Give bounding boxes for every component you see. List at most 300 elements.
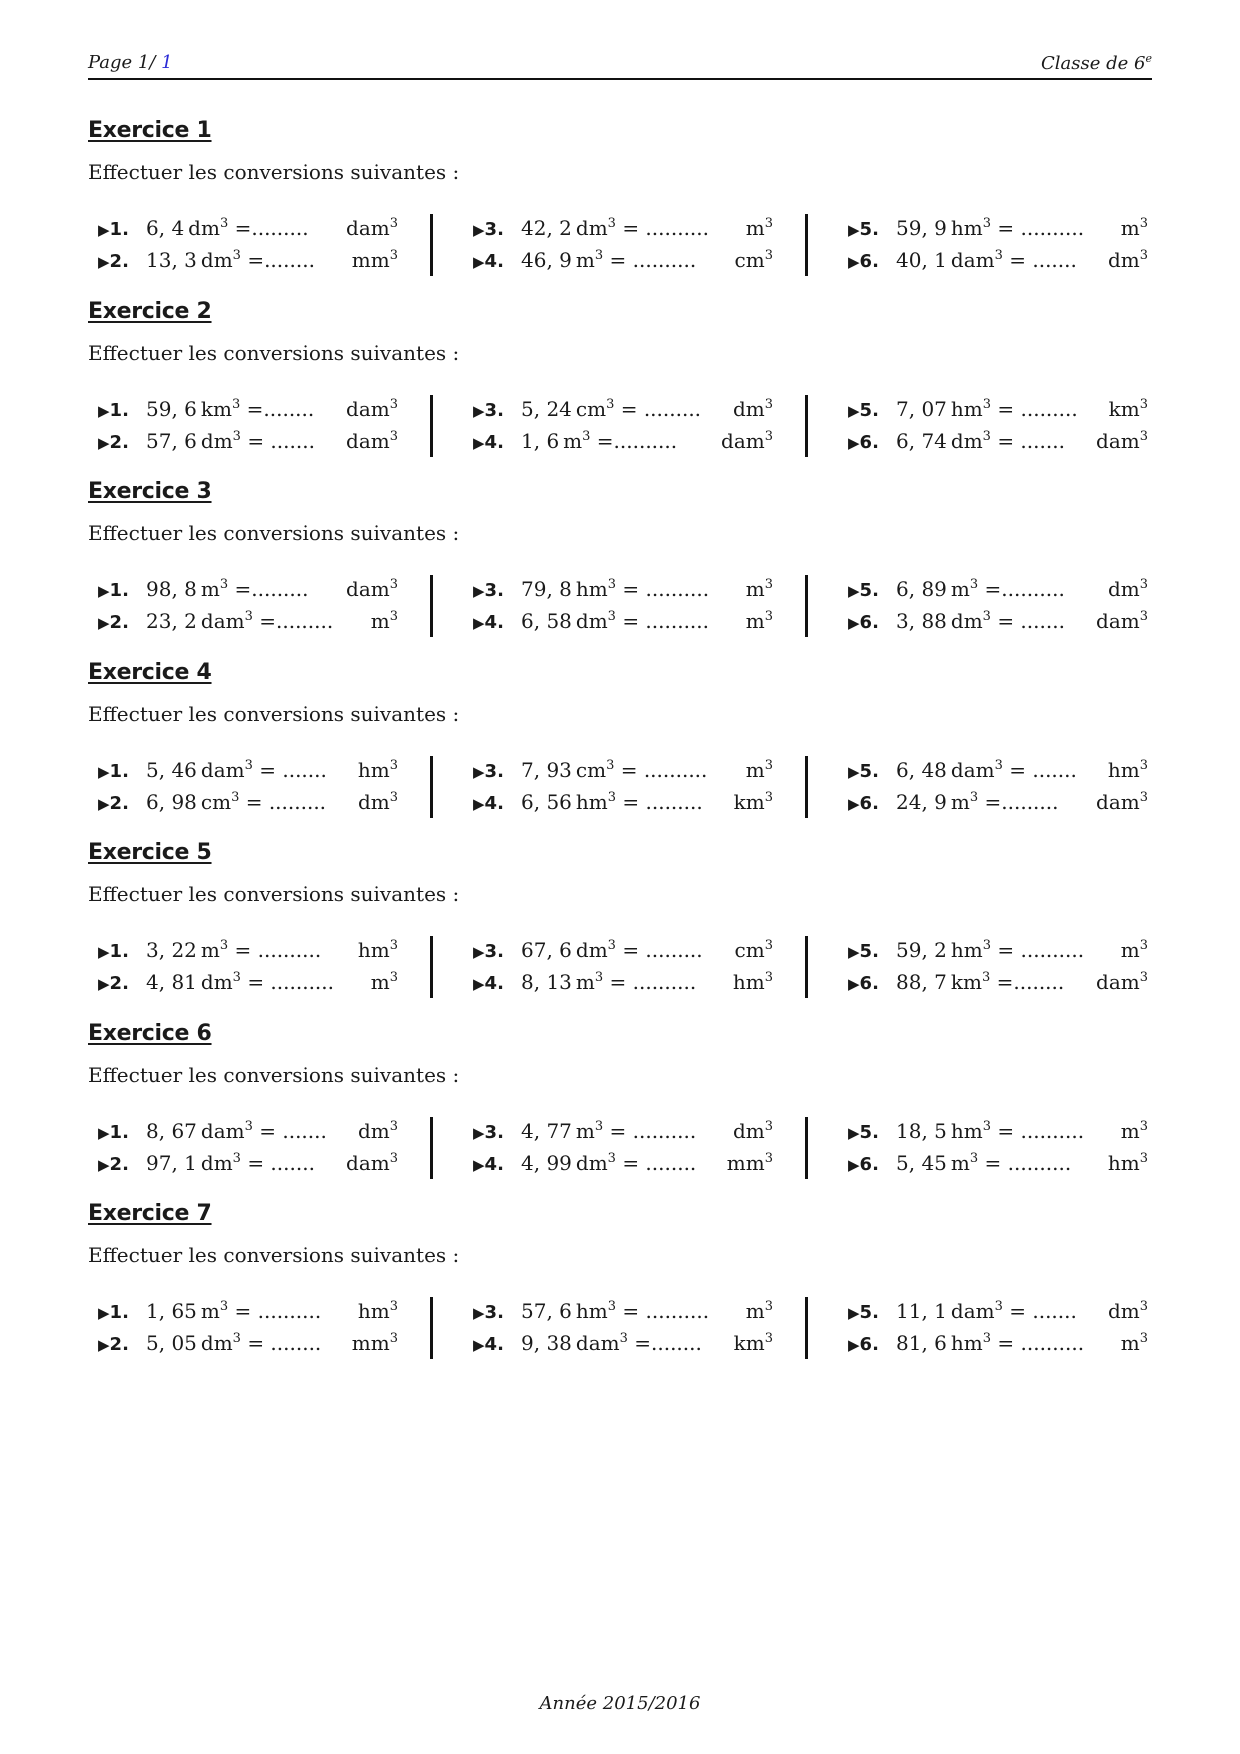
exercise-title: Exercice 2 <box>88 299 212 324</box>
answer-blank: = ....... <box>259 1119 327 1143</box>
conversion-column <box>848 754 1148 820</box>
conversion-item <box>98 1327 398 1359</box>
conversion-column <box>98 573 398 639</box>
target-unit: dam$^3$ <box>1096 970 1148 994</box>
column-separator <box>805 936 808 998</box>
target-exponent: 3 <box>764 970 773 985</box>
conversion-item <box>98 934 398 966</box>
source-exponent: 3 <box>606 397 615 412</box>
target-exponent: 3 <box>764 577 773 592</box>
target-unit: dam$^3$ <box>346 429 398 453</box>
source-unit: m <box>575 248 595 272</box>
source-value: 9, 38 <box>521 1331 572 1355</box>
target-exponent: 3 <box>1139 248 1148 263</box>
target-unit: $m^3$ <box>370 970 398 994</box>
triangle-bullet-icon: ▶ <box>473 434 485 452</box>
item-number: ▶6. <box>848 793 879 814</box>
item-number: ▶4. <box>473 612 504 633</box>
triangle-bullet-icon: ▶ <box>98 943 110 961</box>
conversion-column <box>473 573 773 639</box>
answer-blank: = ....... <box>997 609 1065 633</box>
item-number: ▶1. <box>98 219 129 240</box>
target-exponent: 3 <box>389 1151 398 1166</box>
source-exponent: 3 <box>607 938 616 953</box>
source-value: 81, 6 <box>896 1331 947 1355</box>
source-unit: dam <box>200 1119 245 1143</box>
answer-blank: = ........ <box>247 1331 322 1355</box>
source-value: 57, 6 <box>521 1299 572 1323</box>
conversion-expression <box>896 754 1077 786</box>
conversion-column <box>473 1115 773 1181</box>
target-exponent: 3 <box>389 397 398 412</box>
answer-blank: = ........ <box>622 1151 697 1175</box>
target-unit: $m^3$ <box>745 1299 773 1323</box>
conversion-grid <box>88 393 1152 459</box>
target-unit: $m^3$ <box>745 216 773 240</box>
item-number: ▶3. <box>473 1122 504 1143</box>
conversion-expression <box>896 212 1084 244</box>
answer-blank: = ......... <box>997 397 1078 421</box>
item-number: ▶5. <box>848 580 879 601</box>
column-separator <box>430 1117 433 1179</box>
source-value: 5, 45 <box>896 1151 947 1175</box>
conversion-item <box>98 1147 398 1179</box>
source-value: 40, 1 <box>896 248 947 272</box>
item-number: ▶6. <box>848 1334 879 1355</box>
answer-blank: = ......... <box>622 938 703 962</box>
conversion-expression <box>146 244 315 276</box>
conversion-expression <box>896 425 1065 457</box>
item-number: ▶1. <box>98 400 129 421</box>
column-separator <box>430 936 433 998</box>
source-exponent: 3 <box>982 938 992 953</box>
source-value: 6, 98 <box>146 790 197 814</box>
conversion-item <box>98 1295 398 1327</box>
source-exponent: 3 <box>981 970 991 985</box>
source-value: 8, 13 <box>521 970 572 994</box>
source-value: 4, 99 <box>521 1151 572 1175</box>
conversion-expression <box>146 1115 327 1147</box>
source-exponent: 3 <box>607 790 617 805</box>
exercise-instruction: Effectuer les conversions suivantes : <box>88 882 460 906</box>
conversion-item <box>848 425 1148 457</box>
conversion-expression <box>521 244 696 276</box>
answer-blank: = .......... <box>997 938 1085 962</box>
target-exponent: 3 <box>1139 397 1148 412</box>
item-number: ▶2. <box>98 432 129 453</box>
target-unit: $hm^3$ <box>732 970 773 994</box>
answer-blank: =........ <box>247 248 315 272</box>
triangle-bullet-icon: ▶ <box>848 253 860 271</box>
source-value: 7, 93 <box>521 758 572 782</box>
source-unit: km <box>200 397 232 421</box>
source-value: 4, 77 <box>521 1119 572 1143</box>
item-number: ▶1. <box>98 941 129 962</box>
answer-blank: = .......... <box>622 1299 710 1323</box>
conversion-item <box>98 1115 398 1147</box>
triangle-bullet-icon: ▶ <box>98 795 110 813</box>
conversion-expression <box>896 605 1065 637</box>
item-number: ▶4. <box>473 432 504 453</box>
item-number: ▶2. <box>98 793 129 814</box>
triangle-bullet-icon: ▶ <box>473 221 485 239</box>
source-unit: dam <box>950 248 995 272</box>
conversion-column <box>473 754 773 820</box>
triangle-bullet-icon: ▶ <box>98 253 110 271</box>
conversion-expression <box>521 1295 709 1327</box>
conversion-item <box>98 212 398 244</box>
triangle-bullet-icon: ▶ <box>98 582 110 600</box>
conversion-item <box>473 393 773 425</box>
source-unit: m <box>200 577 220 601</box>
item-number: ▶6. <box>848 1154 879 1175</box>
target-unit: $m^3$ <box>745 758 773 782</box>
conversion-grid <box>88 934 1152 1000</box>
source-value: 23, 2 <box>146 609 197 633</box>
conversion-grid <box>88 573 1152 639</box>
conversion-expression <box>521 754 707 786</box>
answer-blank: =.......... <box>596 429 678 453</box>
source-unit: dam <box>200 758 245 782</box>
answer-blank: =......... <box>234 577 309 601</box>
conversion-column <box>848 393 1148 459</box>
triangle-bullet-icon: ▶ <box>848 402 860 420</box>
target-exponent: 3 <box>1139 1331 1148 1346</box>
item-number: ▶3. <box>473 580 504 601</box>
conversion-grid <box>88 212 1152 278</box>
target-exponent: 3 <box>764 758 773 773</box>
item-number: ▶2. <box>98 612 129 633</box>
target-unit: $hm^3$ <box>357 938 398 962</box>
conversion-item <box>98 966 398 998</box>
target-unit: $dm^3$ <box>1107 248 1148 272</box>
triangle-bullet-icon: ▶ <box>848 1124 860 1142</box>
target-unit: dam$^3$ <box>346 397 398 421</box>
target-unit: dam$^3$ <box>1096 609 1148 633</box>
conversion-item <box>848 212 1148 244</box>
item-number: ▶4. <box>473 1154 504 1175</box>
target-unit: dam$^3$ <box>346 216 398 240</box>
answer-blank: = .......... <box>234 1299 322 1323</box>
triangle-bullet-icon: ▶ <box>473 763 485 781</box>
source-unit: dm <box>575 609 608 633</box>
source-value: 57, 6 <box>146 429 197 453</box>
source-exponent: 3 <box>994 758 1003 773</box>
conversion-expression <box>896 1295 1077 1327</box>
target-exponent: 3 <box>389 1299 398 1314</box>
conversion-item <box>848 966 1148 998</box>
triangle-bullet-icon: ▶ <box>473 402 485 420</box>
conversion-item <box>98 605 398 637</box>
source-exponent: 3 <box>607 609 616 624</box>
item-number: ▶5. <box>848 761 879 782</box>
source-unit: m <box>563 429 583 453</box>
source-exponent: 3 <box>231 790 240 805</box>
source-exponent: 3 <box>219 577 229 592</box>
answer-blank: = ....... <box>1009 248 1077 272</box>
source-unit: dm <box>200 429 233 453</box>
source-exponent: 3 <box>969 1151 979 1166</box>
source-unit: dam <box>575 1331 620 1355</box>
conversion-expression <box>521 393 701 425</box>
answer-blank: = .......... <box>609 248 697 272</box>
exercise-instruction: Effectuer les conversions suivantes : <box>88 702 460 726</box>
source-unit: m <box>575 1119 595 1143</box>
column-separator <box>430 214 433 276</box>
item-number: ▶4. <box>473 251 504 272</box>
source-unit: hm <box>950 1331 983 1355</box>
item-number: ▶5. <box>848 941 879 962</box>
item-number: ▶3. <box>473 941 504 962</box>
source-value: 3, 88 <box>896 609 947 633</box>
item-number: ▶5. <box>848 400 879 421</box>
source-exponent: 3 <box>232 429 241 444</box>
item-number: ▶4. <box>473 1334 504 1355</box>
item-number: ▶2. <box>98 973 129 994</box>
source-unit: dam <box>950 758 995 782</box>
source-unit: m <box>950 577 970 601</box>
target-unit: $m^3$ <box>745 577 773 601</box>
target-exponent: 3 <box>389 1119 398 1134</box>
target-exponent: 3 <box>1139 1299 1148 1314</box>
target-unit: $m^3$ <box>745 609 773 633</box>
target-exponent: 3 <box>1139 1119 1148 1134</box>
conversion-item <box>848 934 1148 966</box>
target-unit: dam$^3$ <box>1096 790 1148 814</box>
item-number: ▶1. <box>98 1302 129 1323</box>
item-number: ▶6. <box>848 973 879 994</box>
answer-blank: = ......... <box>245 790 327 814</box>
source-value: 98, 8 <box>146 577 197 601</box>
answer-blank: = ....... <box>1009 1299 1077 1323</box>
conversion-expression <box>146 966 334 998</box>
answer-blank: =........ <box>996 970 1065 994</box>
conversion-expression <box>146 786 326 818</box>
source-exponent: 3 <box>244 758 253 773</box>
target-unit: $cm^3$ <box>734 938 773 962</box>
triangle-bullet-icon: ▶ <box>98 763 110 781</box>
item-number: ▶4. <box>473 793 504 814</box>
source-value: 6, 58 <box>521 609 572 633</box>
source-value: 6, 48 <box>896 758 947 782</box>
answer-blank: = .......... <box>622 609 710 633</box>
source-exponent: 3 <box>219 1299 229 1314</box>
source-exponent: 3 <box>582 429 591 444</box>
source-unit: dam <box>950 1299 995 1323</box>
target-unit: $cm^3$ <box>734 248 773 272</box>
source-exponent: 3 <box>231 397 241 412</box>
source-exponent: 3 <box>607 216 616 231</box>
conversion-item <box>98 393 398 425</box>
conversion-item <box>98 573 398 605</box>
exercise-instruction: Effectuer les conversions suivantes : <box>88 521 460 545</box>
source-value: 13, 3 <box>146 248 197 272</box>
target-unit: $m^3$ <box>1120 216 1148 240</box>
triangle-bullet-icon: ▶ <box>473 975 485 993</box>
source-unit: hm <box>950 938 983 962</box>
source-exponent: 3 <box>982 1119 992 1134</box>
target-exponent: 3 <box>1139 970 1148 985</box>
target-unit: $mm^3$ <box>351 248 398 272</box>
triangle-bullet-icon: ▶ <box>848 1156 860 1174</box>
conversion-item <box>98 754 398 786</box>
conversion-expression <box>146 754 327 786</box>
source-value: 59, 6 <box>146 397 197 421</box>
exercise-title: Exercice 5 <box>88 840 212 865</box>
answer-blank: = .......... <box>622 577 710 601</box>
target-exponent: 3 <box>389 429 398 444</box>
source-exponent: 3 <box>982 429 991 444</box>
target-exponent: 3 <box>389 248 398 263</box>
conversion-item <box>473 1147 773 1179</box>
conversion-column <box>98 1295 398 1361</box>
source-unit: hm <box>950 1119 983 1143</box>
exercise-instruction: Effectuer les conversions suivantes : <box>88 1243 460 1267</box>
source-value: 8, 67 <box>146 1119 197 1143</box>
conversion-item <box>473 754 773 786</box>
target-unit: $hm^3$ <box>1107 1151 1148 1175</box>
triangle-bullet-icon: ▶ <box>98 221 110 239</box>
source-value: 5, 05 <box>146 1331 197 1355</box>
answer-blank: = .......... <box>609 970 697 994</box>
target-exponent: 3 <box>764 429 773 444</box>
triangle-bullet-icon: ▶ <box>473 795 485 813</box>
source-unit: hm <box>950 397 983 421</box>
source-unit: hm <box>950 216 983 240</box>
conversion-expression <box>146 1327 321 1359</box>
conversion-item <box>848 1327 1148 1359</box>
source-exponent: 3 <box>232 1151 241 1166</box>
target-exponent: 3 <box>389 1331 398 1346</box>
triangle-bullet-icon: ▶ <box>98 434 110 452</box>
source-value: 59, 9 <box>896 216 947 240</box>
triangle-bullet-icon: ▶ <box>473 943 485 961</box>
exercise-instruction: Effectuer les conversions suivantes : <box>88 160 460 184</box>
answer-blank: =........ <box>246 397 315 421</box>
triangle-bullet-icon: ▶ <box>848 1336 860 1354</box>
source-value: 18, 5 <box>896 1119 947 1143</box>
target-unit: $dm^3$ <box>1107 1299 1148 1323</box>
source-value: 6, 89 <box>896 577 947 601</box>
target-exponent: 3 <box>764 397 773 412</box>
target-exponent: 3 <box>1139 429 1148 444</box>
target-exponent: 3 <box>1139 609 1148 624</box>
conversion-column <box>848 1115 1148 1181</box>
exercise-title: Exercice 3 <box>88 479 212 504</box>
conversion-column <box>98 934 398 1000</box>
exercise-title: Exercice 7 <box>88 1201 212 1226</box>
conversion-expression <box>146 934 321 966</box>
source-exponent: 3 <box>982 1331 992 1346</box>
target-unit: $dm^3$ <box>1107 577 1148 601</box>
conversion-item <box>473 1327 773 1359</box>
column-separator <box>430 395 433 457</box>
conversion-expression <box>521 425 677 457</box>
item-number: ▶6. <box>848 251 879 272</box>
conversion-expression <box>896 1115 1084 1147</box>
exercise-instruction: Effectuer les conversions suivantes : <box>88 341 460 365</box>
source-unit: hm <box>575 790 608 814</box>
conversion-column <box>473 1295 773 1361</box>
answer-blank: = ....... <box>1009 758 1077 782</box>
conversion-expression <box>896 786 1058 818</box>
source-value: 97, 1 <box>146 1151 197 1175</box>
column-separator <box>805 395 808 457</box>
answer-blank: = .......... <box>997 1331 1085 1355</box>
conversion-expression <box>146 573 308 605</box>
target-exponent: 3 <box>764 609 773 624</box>
answer-blank: = .......... <box>609 1119 697 1143</box>
item-number: ▶5. <box>848 219 879 240</box>
triangle-bullet-icon: ▶ <box>848 795 860 813</box>
triangle-bullet-icon: ▶ <box>848 221 860 239</box>
column-separator <box>430 1297 433 1359</box>
page-total-link[interactable]: 1 <box>161 52 173 73</box>
target-exponent: 3 <box>1139 790 1148 805</box>
conversion-expression <box>896 934 1084 966</box>
conversion-item <box>473 244 773 276</box>
target-exponent: 3 <box>764 1151 773 1166</box>
answer-blank: =......... <box>259 609 334 633</box>
conversion-expression <box>896 966 1064 998</box>
source-unit: dam <box>200 609 245 633</box>
source-unit: dm <box>950 609 983 633</box>
triangle-bullet-icon: ▶ <box>848 943 860 961</box>
triangle-bullet-icon: ▶ <box>473 1336 485 1354</box>
column-separator <box>805 756 808 818</box>
conversion-expression <box>896 1147 1071 1179</box>
column-separator <box>430 575 433 637</box>
source-exponent: 3 <box>244 1119 253 1134</box>
item-number: ▶1. <box>98 1122 129 1143</box>
triangle-bullet-icon: ▶ <box>848 763 860 781</box>
target-exponent: 3 <box>764 938 773 953</box>
source-exponent: 3 <box>969 577 979 592</box>
source-value: 79, 8 <box>521 577 572 601</box>
conversion-item <box>473 212 773 244</box>
answer-blank: =.......... <box>984 577 1065 601</box>
target-unit: $dm^3$ <box>357 790 398 814</box>
conversion-column <box>98 393 398 459</box>
source-unit: m <box>575 970 595 994</box>
triangle-bullet-icon: ▶ <box>98 1304 110 1322</box>
answer-blank: =......... <box>234 216 309 240</box>
source-unit: dm <box>575 938 608 962</box>
conversion-item <box>473 1115 773 1147</box>
source-unit: dm <box>950 429 983 453</box>
target-exponent: 3 <box>389 216 398 231</box>
source-exponent: 3 <box>607 1299 617 1314</box>
triangle-bullet-icon: ▶ <box>473 1304 485 1322</box>
conversion-item <box>98 425 398 457</box>
source-exponent: 3 <box>982 216 992 231</box>
target-unit: $hm^3$ <box>357 758 398 782</box>
source-value: 5, 24 <box>521 397 572 421</box>
page-header <box>88 50 1152 80</box>
conversion-item <box>848 1115 1148 1147</box>
column-separator <box>805 214 808 276</box>
source-exponent: 3 <box>219 216 229 231</box>
target-exponent: 3 <box>389 938 398 953</box>
target-exponent: 3 <box>389 609 398 624</box>
source-value: 11, 1 <box>896 1299 947 1323</box>
item-number: ▶5. <box>848 1122 879 1143</box>
source-unit: cm <box>575 758 607 782</box>
triangle-bullet-icon: ▶ <box>98 1336 110 1354</box>
answer-blank: = ......... <box>620 397 702 421</box>
target-unit: $mm^3$ <box>726 1151 773 1175</box>
source-exponent: 3 <box>994 248 1003 263</box>
